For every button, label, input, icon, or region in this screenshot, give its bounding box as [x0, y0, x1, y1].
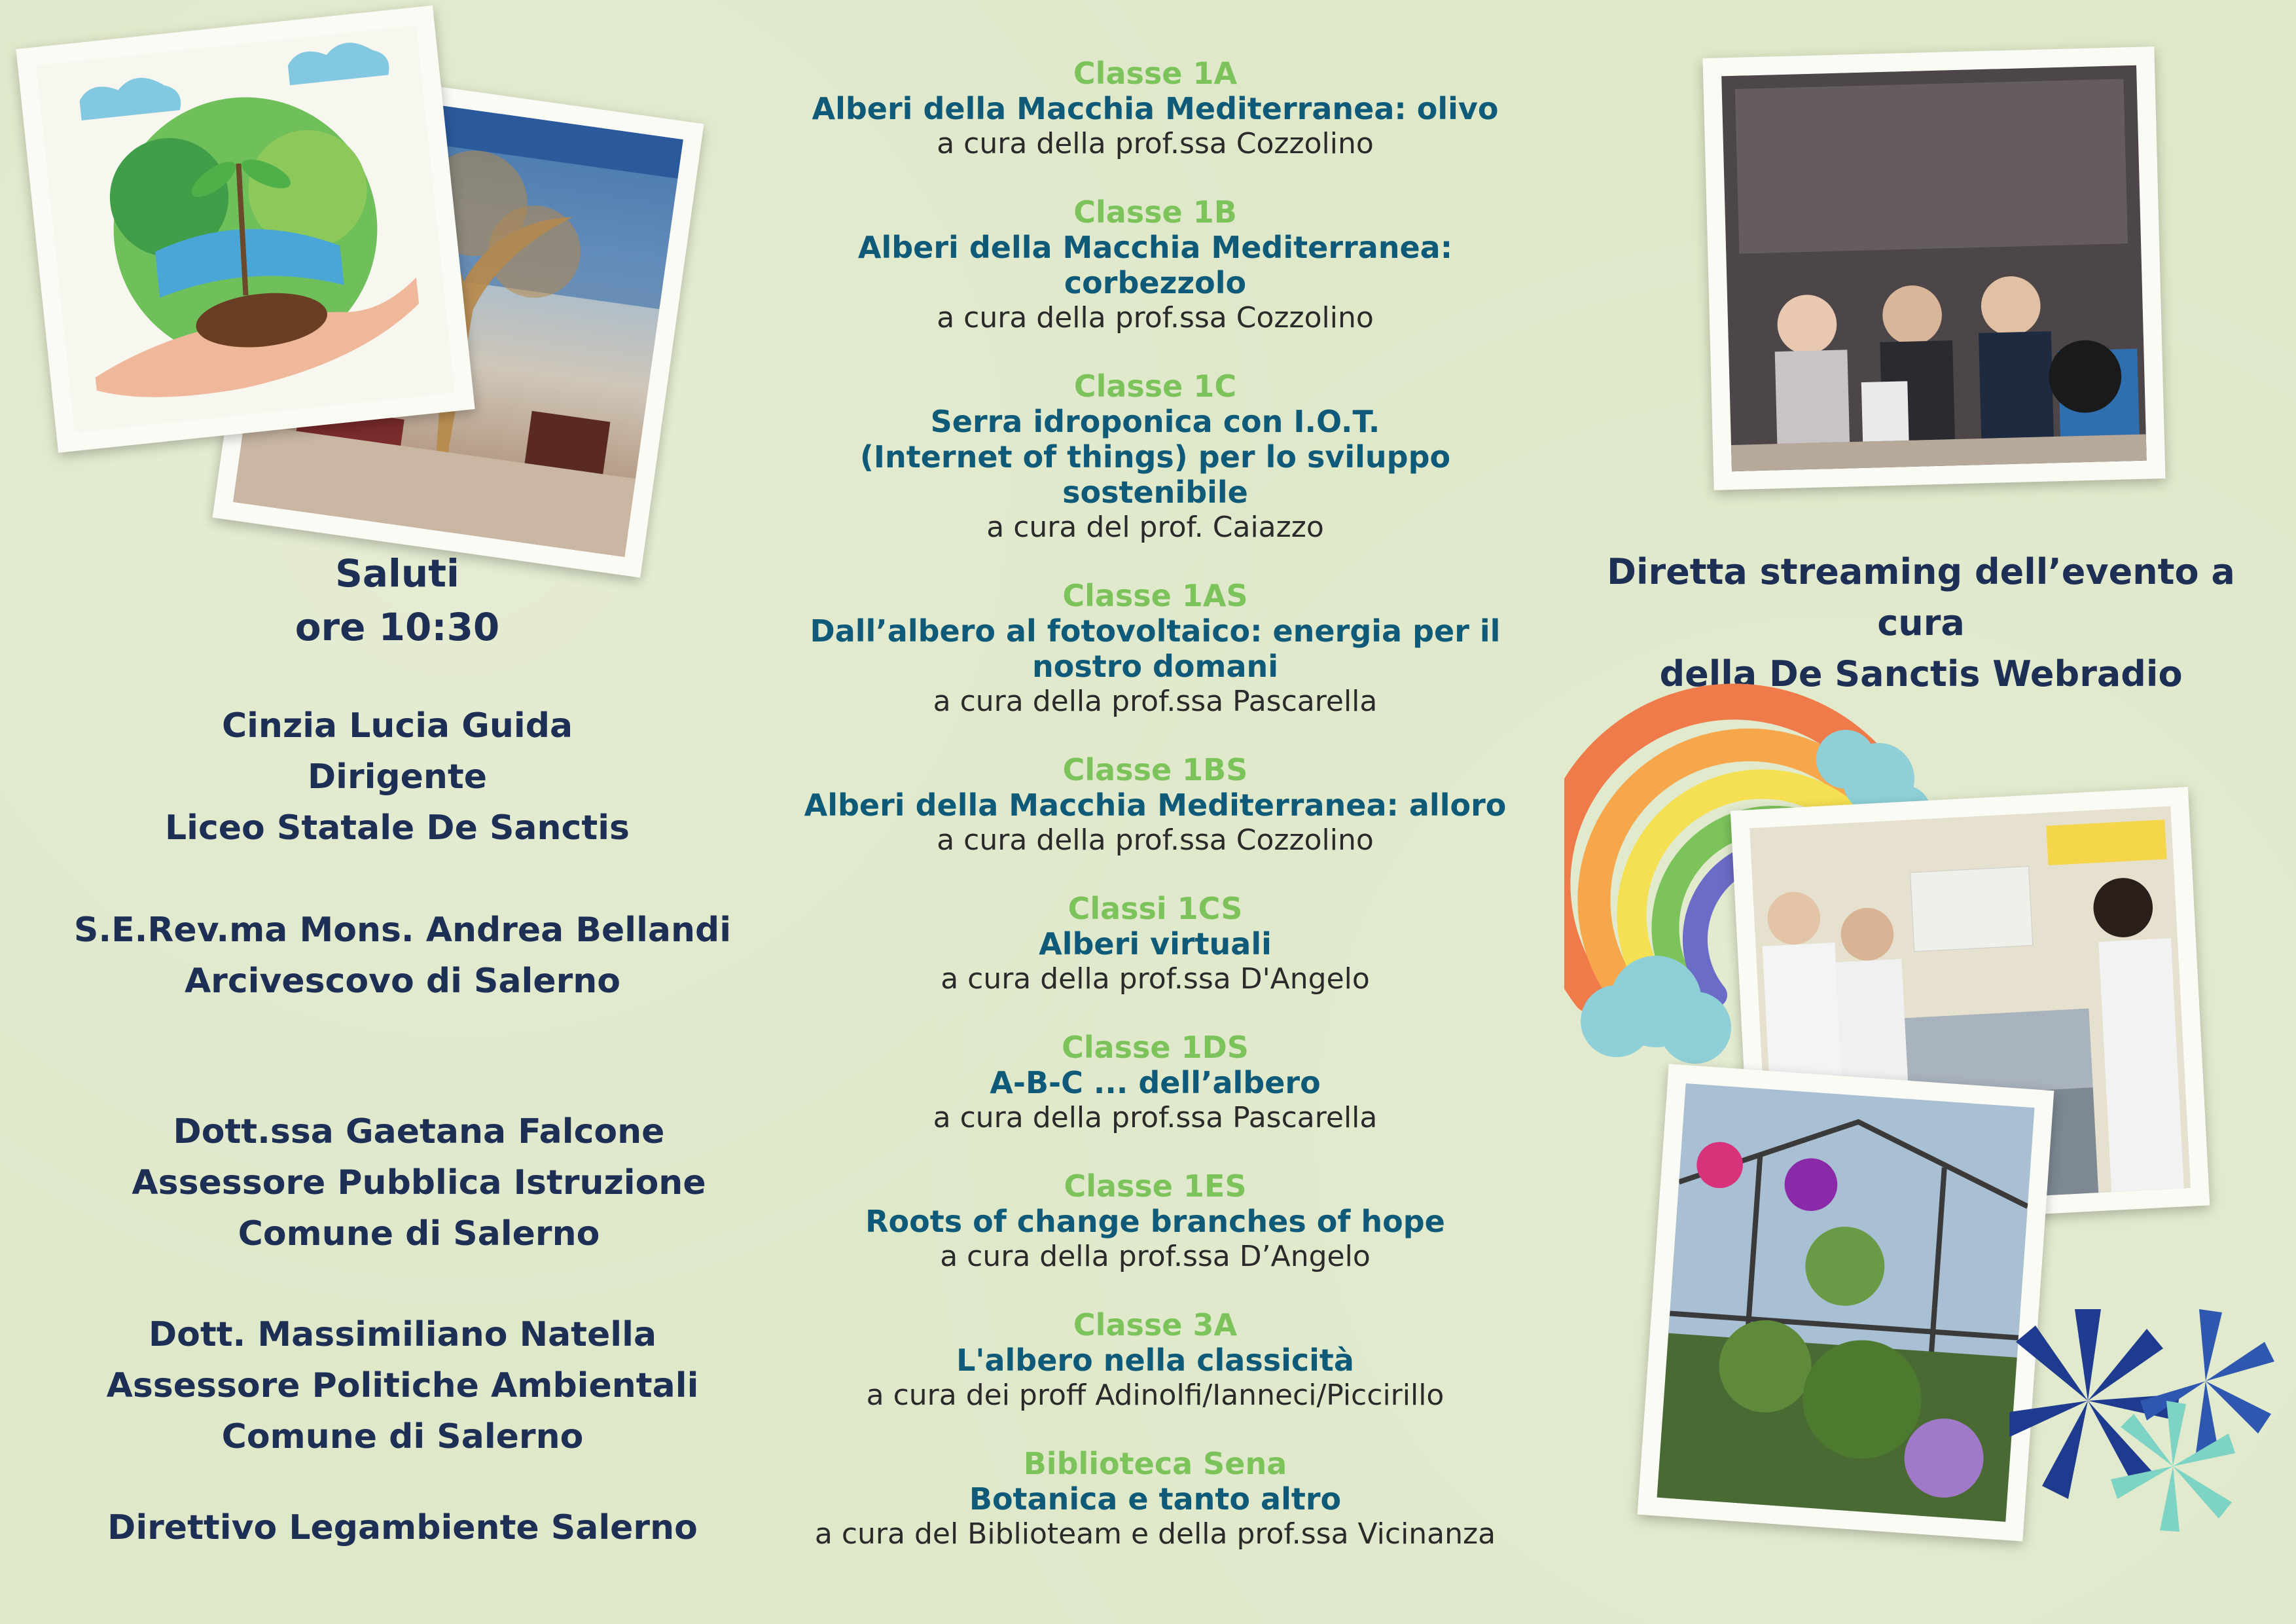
entry-curator: a cura della prof.ssa Cozzolino: [937, 823, 1374, 857]
entry-curator: a cura dei proff Adinolfi/Ianneci/Piccirillo: [866, 1379, 1444, 1412]
entry-title-line2: (Internet of things) per lo sviluppo: [859, 439, 1451, 475]
entry-title: L'albero nella classicità: [956, 1343, 1354, 1378]
program-entry: [772, 891, 1538, 997]
guest-name: Dott.ssa Gaetana Falcone: [173, 1112, 665, 1151]
entry-class: Classe 1A: [1073, 56, 1238, 91]
entry-curator: a cura della prof.ssa D’Angelo: [940, 1240, 1371, 1273]
entry-class: Classe 1BS: [1062, 752, 1248, 787]
entry-title-line2: nostro domani: [1031, 649, 1279, 684]
entry-class: Classe 1ES: [1064, 1168, 1247, 1204]
program-entry: [772, 56, 1538, 162]
webradio-photo: [1702, 46, 2165, 490]
guest-role: Assessore Politiche Ambientali: [106, 1366, 699, 1405]
guest-legambiente: [10, 1502, 795, 1553]
program-entry: [772, 1030, 1538, 1136]
entry-class: Classi 1CS: [1067, 891, 1243, 926]
guest-role: Arcivescovo di Salerno: [184, 962, 621, 1001]
entry-title: Serra idroponica con I.O.T.: [930, 404, 1380, 439]
entry-title-line3: sostenibile: [1062, 475, 1248, 510]
entry-curator: a cura della prof.ssa D'Angelo: [941, 962, 1370, 996]
guest-org: Comune di Salerno: [238, 1214, 600, 1254]
streaming-notice: [1558, 547, 2284, 700]
entry-curator: a cura della prof.ssa Pascarella: [933, 685, 1378, 718]
saluti-section: [5, 547, 790, 654]
entry-title: Botanica e tanto altro: [969, 1481, 1342, 1517]
entry-class: Classe 1B: [1073, 194, 1237, 230]
environment-illustration: [16, 5, 475, 453]
entry-class: Classe 1DS: [1062, 1030, 1249, 1065]
guest-guida: [5, 700, 790, 854]
guest-org: Liceo Statale De Sanctis: [165, 808, 630, 848]
entry-curator: a cura della prof.ssa Cozzolino: [937, 127, 1374, 160]
entry-curator: a cura del prof. Caiazzo: [986, 511, 1324, 544]
guest-natella: [10, 1309, 795, 1462]
entry-curator: a cura della prof.ssa Pascarella: [933, 1101, 1378, 1134]
program-entry: [772, 752, 1538, 858]
greenhouse-photo: [1638, 1064, 2054, 1541]
saluti-title: Saluti: [335, 551, 459, 596]
entry-title: Alberi della Macchia Mediterranea: olivo: [812, 91, 1499, 126]
program-entry: [772, 194, 1538, 336]
entry-title-line2: corbezzolo: [1064, 265, 1247, 300]
entry-title: A-B-C ... dell’albero: [990, 1065, 1321, 1100]
guest-bellandi: [10, 905, 795, 1007]
streaming-line1: Diretta streaming dell’evento a cura: [1607, 551, 2235, 643]
program-entry: [772, 1307, 1538, 1413]
entry-class: Biblioteca Sena: [1023, 1446, 1287, 1481]
entry-class: Classe 3A: [1073, 1307, 1238, 1343]
streaming-line2: della De Sanctis Webradio: [1659, 653, 2183, 695]
guest-falcone: [26, 1106, 812, 1259]
entry-title: Dall’albero al fotovoltaico: energia per il: [810, 613, 1501, 649]
guest-org: Comune di Salerno: [221, 1417, 584, 1456]
guest-name: Cinzia Lucia Guida: [221, 706, 573, 746]
saluti-time: ore 10:30: [295, 605, 500, 649]
guest-role: Dirigente: [307, 757, 488, 797]
guest-role: Assessore Pubblica Istruzione: [132, 1163, 706, 1202]
guest-name: Dott. Massimiliano Natella: [148, 1315, 657, 1354]
program-list: [772, 56, 1538, 1585]
guest-name: Direttivo Legambiente Salerno: [107, 1508, 698, 1547]
program-entry: [772, 1168, 1538, 1274]
entry-curator: a cura della prof.ssa Cozzolino: [937, 301, 1374, 334]
flower-decoration: [2009, 1296, 2284, 1558]
entry-class: Classe 1AS: [1062, 578, 1248, 613]
entry-title: Alberi virtuali: [1039, 926, 1272, 962]
entry-title: Alberi della Macchia Mediterranea:: [857, 230, 1453, 265]
entry-title: Roots of change branches of hope: [865, 1204, 1445, 1239]
entry-title: Alberi della Macchia Mediterranea: alloro: [804, 787, 1507, 823]
guest-name: S.E.Rev.ma Mons. Andrea Bellandi: [73, 911, 732, 950]
program-entry: [772, 369, 1538, 545]
entry-curator: a cura del Biblioteam e della prof.ssa Vicinanza: [814, 1517, 1496, 1551]
program-entry: [772, 1446, 1538, 1552]
program-entry: [772, 578, 1538, 719]
entry-class: Classe 1C: [1073, 369, 1237, 404]
